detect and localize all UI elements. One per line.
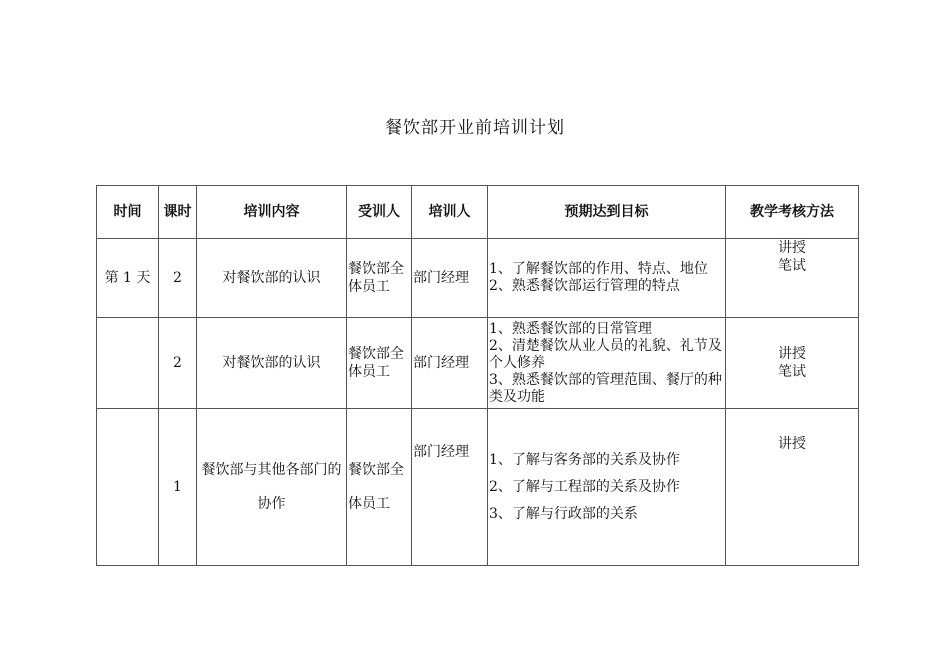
cell-methods [726,318,859,409]
header-hours: 课时 [159,186,197,239]
table-header-row [97,186,859,239]
training-plan-table [96,185,859,566]
cell-hours: 1 [159,409,197,566]
cell-time [97,318,159,409]
cell-goals [488,318,726,409]
document-title: 餐饮部开业前培训计划 [385,118,565,138]
table-row [97,239,859,318]
cell-methods [726,239,859,318]
cell-time: 第 1 天 [97,239,159,318]
cell-time [97,409,159,566]
cell-content: 对餐饮部的认识 [197,239,347,318]
cell-trainer: 部门经理 [412,239,488,318]
goal-item: 3、熟悉餐饮部的管理范围、餐厅的种类及功能 [489,371,722,405]
cell-hours: 2 [159,318,197,409]
method-item: 笔试 [778,258,806,274]
header-time: 时间 [97,186,159,239]
header-trainer: 培训人 [412,186,488,239]
header-methods: 教学考核方法 [726,186,859,239]
goal-item: 1、熟悉餐饮部的日常管理 [489,320,652,337]
goal-item: 2、了解与工程部的关系及协作 [489,478,680,495]
header-goals: 预期达到目标 [488,186,726,239]
method-item: 讲授 [778,346,806,362]
cell-content: 餐饮部与其他各部门的协作 [197,409,347,566]
cell-methods [726,409,859,566]
method-item: 笔试 [778,364,806,380]
goal-item: 3、了解与行政部的关系 [489,505,638,522]
header-trainees: 受训人 [347,186,412,239]
goal-item: 2、清楚餐饮从业人员的礼貌、礼节及个人修养 [489,337,722,371]
cell-trainees: 餐饮部全体员工 [347,409,412,566]
cell-trainer: 部门经理 [412,318,488,409]
header-content: 培训内容 [197,186,347,239]
cell-goals [488,409,726,566]
cell-content: 对餐饮部的认识 [197,318,347,409]
goal-item: 2、熟悉餐饮部运行管理的特点 [489,278,680,294]
table-row [97,318,859,409]
cell-trainees: 餐饮部全体员工 [347,318,412,409]
goal-item: 1、了解餐饮部的作用、特点、地位 [489,261,708,277]
cell-hours: 2 [159,239,197,318]
goal-item: 1、了解与客务部的关系及协作 [489,451,680,468]
cell-goals [488,239,726,318]
method-item: 讲授 [778,240,806,256]
method-item: 讲授 [778,436,806,452]
cell-trainer: 部门经理 [412,409,488,566]
cell-trainees: 餐饮部全体员工 [347,239,412,318]
table-row [97,409,859,566]
